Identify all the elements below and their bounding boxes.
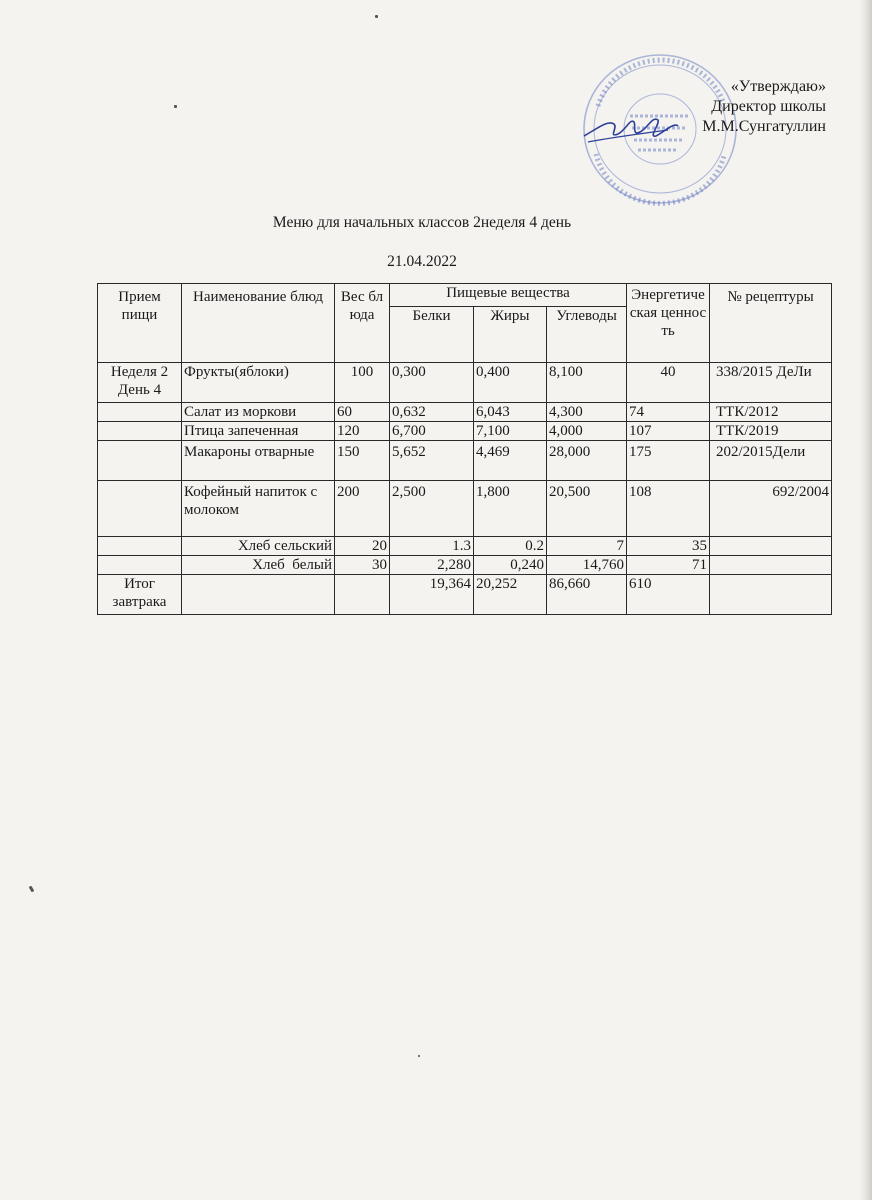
cell-meal [98,403,182,422]
cell-energy: 35 [627,537,710,556]
total-protein: 19,364 [390,575,474,615]
cell-protein: 1.3 [390,537,474,556]
scan-speck [174,105,177,108]
page-edge [860,0,872,1200]
cell-protein: 0,300 [390,363,474,403]
scan-speck [29,886,35,893]
cell-energy: 40 [627,363,710,403]
cell-carbs: 7 [547,537,627,556]
cell-carbs: 14,760 [547,556,627,575]
cell-dish: Кофейный напиток с молоком [182,481,335,537]
table-row [98,537,832,556]
total-row [98,575,832,615]
header-dish: Наименование блюд [182,284,335,363]
cell-protein: 5,652 [390,441,474,481]
cell-fat: 7,100 [474,422,547,441]
table-row [98,556,832,575]
header-recipe: № рецептуры [710,284,832,363]
approval-director-name: М.М.Сунгатуллин [702,118,826,135]
table-row [98,422,832,441]
cell-dish: Хлеб белый [182,556,335,575]
cell-protein: 2,500 [390,481,474,537]
approval-position: Директор школы [711,98,826,115]
cell-recipe: 692/2004 [710,481,832,537]
cell-weight: 150 [335,441,390,481]
cell-weight: 20 [335,537,390,556]
scan-speck [418,1055,420,1057]
cell-energy: 74 [627,403,710,422]
cell-weight: 60 [335,403,390,422]
cell-meal [98,422,182,441]
document-date: 21.04.2022 [387,253,457,270]
cell-dish: Макароны отварные [182,441,335,481]
cell-fat: 0.2 [474,537,547,556]
table-row [98,363,832,403]
total-carbs: 86,660 [547,575,627,615]
cell-carbs: 4,000 [547,422,627,441]
cell-meal [98,556,182,575]
header-fat: Жиры [474,307,547,363]
cell-weight: 120 [335,422,390,441]
cell-weight: 30 [335,556,390,575]
cell-energy: 175 [627,441,710,481]
cell-carbs: 28,000 [547,441,627,481]
header-energy: Энергетическая ценность [627,284,710,363]
approval-block [702,77,826,137]
cell-meal [98,481,182,537]
cell-recipe [710,537,832,556]
cell-meal [98,441,182,481]
header-meal: Прием пищи [98,284,182,363]
total-recipe [710,575,832,615]
cell-recipe: ТТК/2019 [710,422,832,441]
cell-protein: 0,632 [390,403,474,422]
cell-carbs: 4,300 [547,403,627,422]
total-label: Итог завтрака [98,575,182,615]
menu-table [97,283,832,615]
cell-meal: Неделя 2 День 4 [98,363,182,403]
header-protein: Белки [390,307,474,363]
header-row [98,284,832,307]
cell-recipe: 338/2015 ДеЛи [710,363,832,403]
cell-dish: Хлеб сельский [182,537,335,556]
cell-recipe: ТТК/2012 [710,403,832,422]
cell-weight: 200 [335,481,390,537]
cell-recipe [710,556,832,575]
header-nutrients: Пищевые вещества [390,284,627,307]
cell-meal [98,537,182,556]
cell-recipe: 202/2015Дели [710,441,832,481]
total-fat: 20,252 [474,575,547,615]
total-weight [335,575,390,615]
cell-fat: 0,240 [474,556,547,575]
scan-speck [375,15,378,18]
cell-energy: 71 [627,556,710,575]
cell-protein: 2,280 [390,556,474,575]
table-row [98,481,832,537]
cell-fat: 1,800 [474,481,547,537]
document-title: Меню для начальных классов 2неделя 4 день [272,214,572,231]
cell-carbs: 8,100 [547,363,627,403]
cell-dish: Птица запеченная [182,422,335,441]
cell-fat: 4,469 [474,441,547,481]
cell-fat: 6,043 [474,403,547,422]
header-carbs: Углеводы [547,307,627,363]
table-row [98,441,832,481]
cell-weight: 100 [335,363,390,403]
cell-dish: Салат из моркови [182,403,335,422]
total-dish [182,575,335,615]
table-row [98,403,832,422]
total-energy: 610 [627,575,710,615]
cell-carbs: 20,500 [547,481,627,537]
cell-dish: Фрукты(яблоки) [182,363,335,403]
cell-fat: 0,400 [474,363,547,403]
approval-title: «Утверждаю» [730,78,826,95]
cell-energy: 107 [627,422,710,441]
cell-energy: 108 [627,481,710,537]
cell-protein: 6,700 [390,422,474,441]
header-weight: Вес блюда [335,284,390,363]
